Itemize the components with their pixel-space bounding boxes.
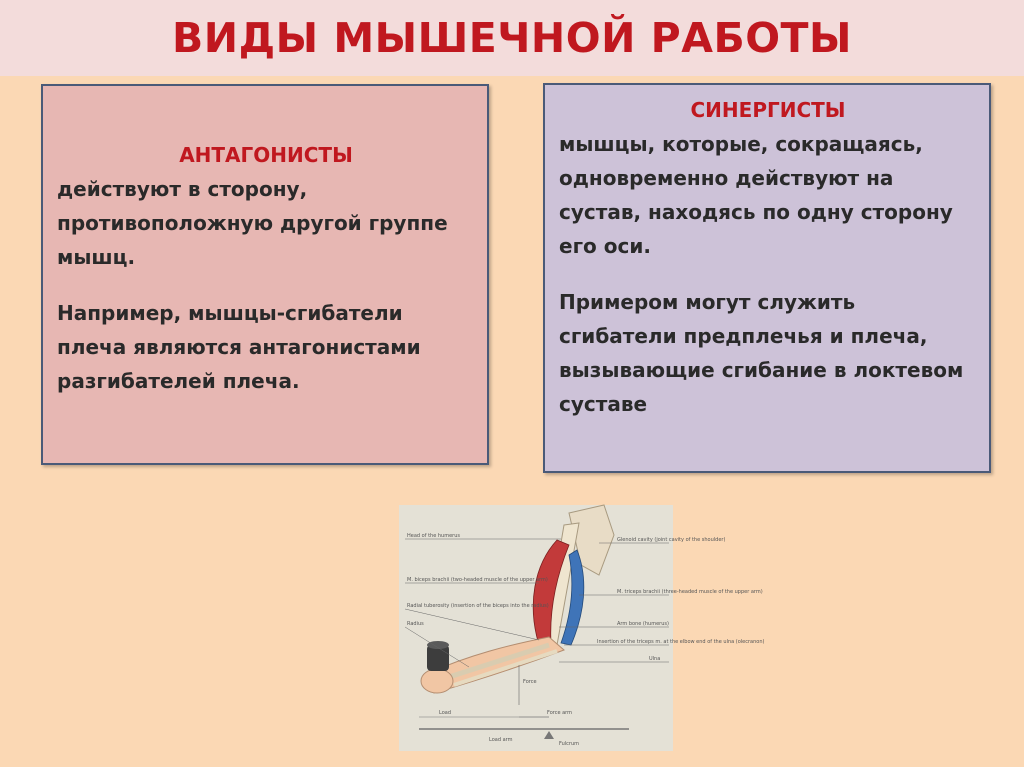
antagonists-box <box>41 84 489 465</box>
arm-muscle-illustration <box>399 505 765 751</box>
label-head-humerus: Head of the humerus <box>407 533 460 539</box>
synergists-example: Примером могут служить сгибатели предплечья и плеча, вызывающие сгибание в локтевом суставе <box>559 290 964 416</box>
label-ulna: Ulna <box>649 656 661 662</box>
label-triceps-insertion: Insertion of the triceps m. at the elbow end of the ulna (olecranon) <box>597 639 765 645</box>
label-radius: Radius <box>407 621 424 627</box>
label-load-arm: Load arm <box>489 737 513 743</box>
antagonists-example: Например, мышцы-сгибатели плеча являются антагонистами разгибателей плеча. <box>57 301 421 393</box>
label-radial-tuberosity: Radial tuberosity (insertion of the biceps into the radius) <box>407 603 549 609</box>
label-fulcrum: Fulcrum <box>559 741 580 747</box>
label-triceps: M. triceps brachii (three-headed muscle of the upper arm) <box>617 589 763 595</box>
label-biceps: M. biceps brachii (two-headed muscle of the upper arm) <box>407 577 548 583</box>
title-bar <box>0 0 1024 76</box>
page-title: ВИДЫ МЫШЕЧНОЙ РАБОТЫ <box>172 14 852 62</box>
label-force-arm: Force arm <box>547 710 573 716</box>
antagonists-definition: действуют в сторону, противоположную другой группе мышц. <box>57 177 448 269</box>
arm-muscle-diagram <box>399 505 765 751</box>
label-force: Force <box>523 679 537 685</box>
synergists-box <box>543 83 991 473</box>
synergists-heading: СИНЕРГИСТЫ <box>690 98 846 122</box>
synergists-definition: мышцы, которые, сокращаясь, одновременно действуют на сустав, находясь по одну сторону его оси. <box>559 132 953 258</box>
label-load: Load <box>439 710 451 716</box>
label-arm-bone: Arm bone (humerus) <box>617 621 669 627</box>
label-glenoid: Glenoid cavity (joint cavity of the shoulder) <box>617 537 726 543</box>
antagonists-heading: АНТАГОНИСТЫ <box>179 143 353 167</box>
